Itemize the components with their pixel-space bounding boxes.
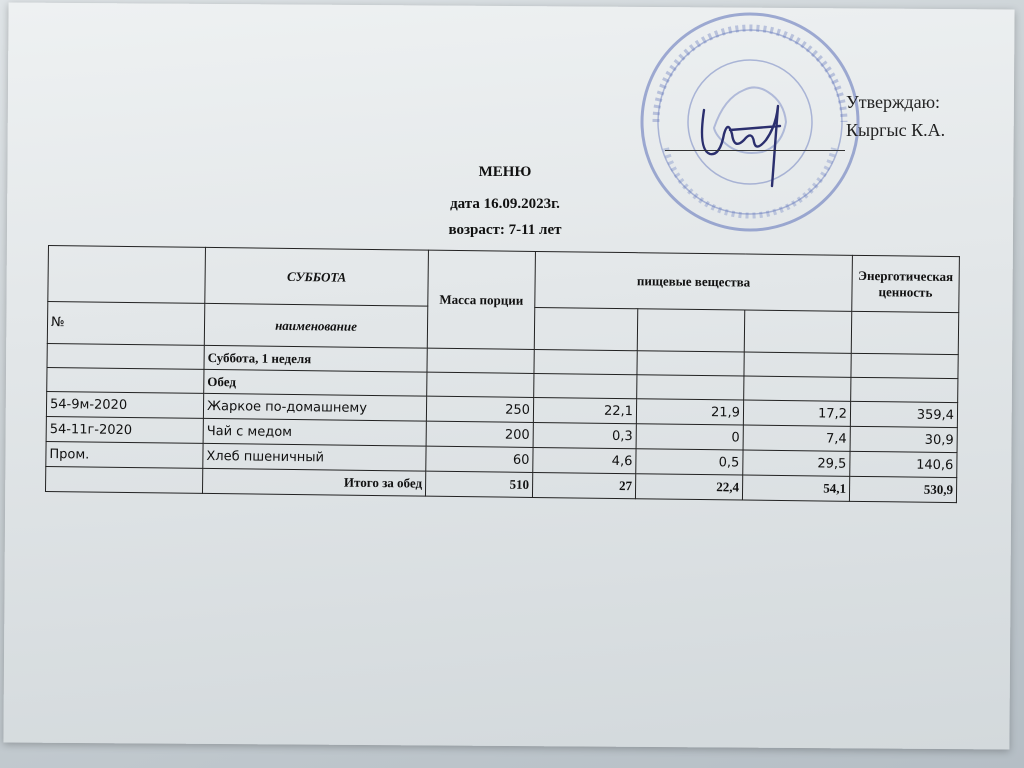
dish-code: 54-11г-2020 [46, 416, 203, 443]
dish-code: 54-9м-2020 [46, 391, 203, 418]
section-label: Суббота, 1 неделя [204, 345, 427, 372]
meal-cell [637, 375, 744, 400]
signature-line [665, 150, 845, 151]
header-nutrients: пищевые вещества [535, 251, 853, 311]
section-empty-cell [47, 343, 204, 369]
dish-energy: 30,9 [850, 426, 957, 452]
approval-label: Утверждаю: [846, 92, 941, 112]
dish-fat: 21,9 [636, 399, 743, 425]
total-protein: 27 [532, 472, 635, 498]
dish-carbs: 17,2 [743, 400, 850, 426]
total-empty-cell [45, 466, 202, 493]
signature [690, 70, 800, 190]
section-cell [427, 348, 534, 373]
header-number: № [47, 302, 205, 346]
section-cell [637, 351, 744, 376]
dish-protein: 4,6 [533, 447, 636, 473]
section-cell [534, 349, 637, 374]
total-mass: 510 [425, 471, 532, 497]
dish-mass: 250 [426, 396, 533, 422]
header-empty-cell [48, 246, 206, 304]
header-mass: Масса порции [427, 250, 535, 349]
header-protein-cell [534, 307, 638, 350]
dish-fat: 0,5 [636, 449, 743, 475]
dish-energy: 140,6 [850, 451, 957, 477]
header-carb-cell [744, 310, 852, 353]
menu-title: МЕНЮ [478, 164, 532, 180]
total-label: Итого за обед [202, 468, 425, 496]
menu-date: дата 16.09.2023г. [450, 196, 560, 212]
header-energy: Энерготическая ценность [852, 255, 960, 312]
dish-fat: 0 [636, 424, 743, 450]
dish-mass: 200 [426, 421, 533, 447]
approver-name: Кыргыс К.А. [846, 120, 946, 140]
header-day: СУББОТА [205, 247, 429, 306]
menu-age: возраст: 7-11 лет [448, 222, 562, 238]
dish-energy: 359,4 [850, 401, 957, 427]
section-cell [851, 353, 958, 378]
meal-empty-cell [47, 367, 204, 393]
dish-protein: 0,3 [533, 422, 636, 448]
menu-table [45, 245, 960, 503]
header-name: наименование [204, 303, 427, 348]
dish-protein: 22,1 [533, 397, 636, 423]
dish-code: Пром. [46, 441, 203, 468]
total-energy: 530,9 [849, 476, 956, 502]
header-energy-sub-cell [851, 311, 959, 354]
dish-name: Хлеб пшеничный [203, 443, 426, 471]
meal-cell [427, 372, 534, 397]
meal-label: Обед [204, 369, 427, 396]
dish-mass: 60 [426, 446, 533, 472]
meal-cell [744, 376, 851, 401]
meal-cell [851, 377, 958, 402]
section-cell [744, 352, 851, 377]
header-fat-cell [637, 309, 745, 352]
dish-name: Чай с медом [203, 418, 426, 446]
dish-carbs: 29,5 [743, 450, 850, 476]
total-carbs: 54,1 [742, 475, 849, 501]
dish-name: Жаркое по-домашнему [203, 393, 426, 421]
dish-carbs: 7,4 [743, 425, 850, 451]
total-fat: 22,4 [635, 474, 742, 500]
meal-cell [534, 373, 637, 398]
